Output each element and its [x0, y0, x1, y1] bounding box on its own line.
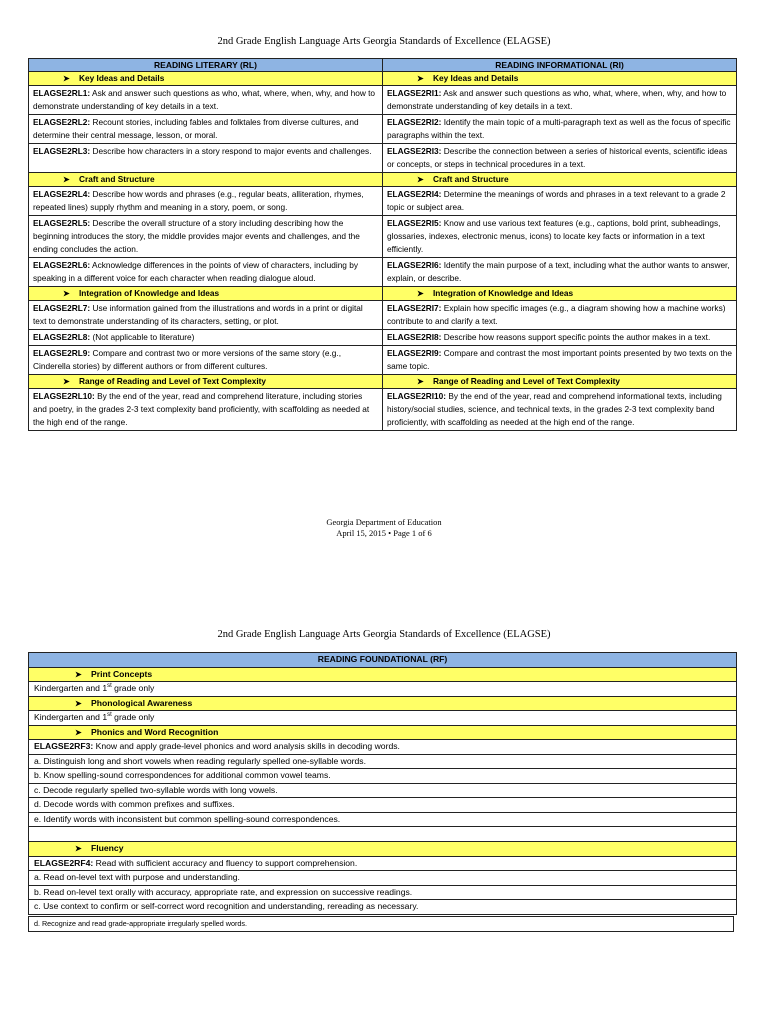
rf3-item: b. Know spelling-sound correspondences for additional common vowel teams.	[29, 769, 737, 784]
standard-code: ELAGSE2RL5:	[33, 218, 91, 228]
standard-ri	[383, 115, 737, 144]
section-heading-rl: ➤ Integration of Knowledge and Ideas	[29, 287, 383, 301]
k1-note: Kindergarten and 1st grade only	[29, 682, 737, 697]
arrow-bullet-icon: ➤	[417, 289, 424, 298]
standard-rf3: ELAGSE2RF3: Know and apply grade-level phonics and word analysis skills in decoding words.	[29, 740, 737, 755]
rf3-item: c. Decode regularly spelled two-syllable words with long vowels.	[29, 783, 737, 798]
section-fluency: ➤ Fluency	[29, 842, 737, 857]
standard-code: ELAGSE2RI7:	[387, 303, 442, 313]
standard-code: ELAGSE2RL8:	[33, 332, 91, 342]
standard-code: ELAGSE2RI8:	[387, 332, 442, 342]
rf3-item: a. Distinguish long and short vowels when reading regularly spelled one-syllable words.	[29, 754, 737, 769]
standard-text: Recount stories, including fables and folktales from diverse cultures, and determine their central message, lesson, or moral.	[33, 117, 359, 140]
standard-text: Identify the main purpose of a text, including what the author wants to answer, explain, or describe.	[387, 260, 730, 283]
standard-ri	[383, 144, 737, 173]
standard-text: Acknowledge differences in the points of view of characters, including by speaking in a different voice for each character when reading dialogue aloud.	[33, 260, 358, 283]
standard-rl	[29, 301, 383, 330]
arrow-bullet-icon: ➤	[417, 377, 424, 386]
standard-text: Identify the main topic of a multi-paragraph text as well as the focus of specific paragraphs within the text.	[387, 117, 731, 140]
section-heading-rl: ➤ Key Ideas and Details	[29, 72, 383, 86]
footer-date-page: April 15, 2015 • Page 1 of 6	[336, 528, 432, 538]
standard-ri	[383, 330, 737, 346]
rf4-item: c. Use context to confirm or self-correct word recognition and understanding, rereading as necessary.	[29, 900, 737, 915]
standard-rl	[29, 187, 383, 216]
section-phonics: ➤ Phonics and Word Recognition	[29, 725, 737, 740]
rf3-item: d. Decode words with common prefixes and suffixes.	[29, 798, 737, 813]
standard-text: Ask and answer such questions as who, what, where, when, why, and how to demonstrate understanding of key details in a text.	[387, 88, 727, 111]
standard-code: ELAGSE2RI2:	[387, 117, 442, 127]
standard-text: Describe how words and phrases (e.g., regular beats, alliteration, rhymes, repeated lines) supply rhythm and meaning in a story, poem, or song.	[33, 189, 364, 212]
reading-foundational-table	[28, 652, 737, 915]
standard-rl	[29, 144, 383, 173]
arrow-bullet-icon: ➤	[75, 727, 82, 737]
standard-ri	[383, 187, 737, 216]
standard-rl	[29, 216, 383, 258]
section-heading-rl: ➤ Range of Reading and Level of Text Complexity	[29, 375, 383, 389]
standard-rl	[29, 330, 383, 346]
standard-text: Compare and contrast two or more versions of the same story (e.g., Cinderella stories) by different authors or from different cultures.	[33, 348, 342, 371]
standard-text: By the end of the year, read and comprehend informational texts, including history/social studies, science, and technical texts, in the grades 2-3 text complexity band proficiently, with scaffolding as needed at the high end of the range.	[387, 391, 722, 427]
standard-text: By the end of the year, read and comprehend literature, including stories and poetry, in the grades 2-3 text complexity band proficiently, with scaffolding as needed at the high end of the range.	[33, 391, 370, 427]
standard-rl	[29, 346, 383, 375]
k1-note: Kindergarten and 1st grade only	[29, 711, 737, 726]
reading-literary-informational-table	[28, 58, 737, 431]
standard-code: ELAGSE2RL7:	[33, 303, 91, 313]
arrow-bullet-icon: ➤	[75, 698, 82, 708]
arrow-bullet-icon: ➤	[417, 175, 424, 184]
arrow-bullet-icon: ➤	[75, 669, 82, 679]
page2-title: 2nd Grade English Language Arts Georgia Standards of Excellence (ELAGSE)	[217, 629, 551, 640]
standard-code: ELAGSE2RL1:	[33, 88, 91, 98]
standard-ri	[383, 389, 737, 431]
standard-ri	[383, 346, 737, 375]
standard-code: ELAGSE2RI10:	[387, 391, 447, 401]
page1-footer	[0, 517, 768, 539]
standard-text: Explain how specific images (e.g., a diagram showing how a machine works) contribute to and clarify a text.	[387, 303, 726, 326]
rf3-item: e. Identify words with inconsistent but common spelling-sound correspondences.	[29, 812, 737, 827]
standard-code: ELAGSE2RI9:	[387, 348, 442, 358]
rf4-item: d. Recognize and read grade-appropriate irregularly spelled words.	[29, 917, 734, 932]
arrow-bullet-icon: ➤	[75, 844, 82, 853]
standard-ri	[383, 301, 737, 330]
blank-row	[29, 827, 737, 842]
standard-code: ELAGSE2RL9:	[33, 348, 91, 358]
standard-code: ELAGSE2RL2:	[33, 117, 91, 127]
rl-header: READING LITERARY (RL)	[29, 59, 383, 72]
standard-text: Describe the connection between a series of historical events, scientific ideas or concepts, or steps in technical procedures in a text.	[387, 146, 728, 169]
standard-code: ELAGSE2RL3:	[33, 146, 91, 156]
section-heading-ri: ➤ Range of Reading and Level of Text Complexity	[383, 375, 737, 389]
standard-rl	[29, 86, 383, 115]
standard-rl	[29, 389, 383, 431]
rf-header: READING FOUNDATIONAL (RF)	[29, 653, 737, 668]
arrow-bullet-icon: ➤	[63, 377, 70, 386]
standard-rf4: ELAGSE2RF4: Read with sufficient accuracy and fluency to support comprehension.	[29, 856, 737, 871]
rf4-item: b. Read on-level text orally with accuracy, appropriate rate, and expression on successive readings.	[29, 885, 737, 900]
standard-code: ELAGSE2RL4:	[33, 189, 91, 199]
section-heading-ri: ➤ Craft and Structure	[383, 173, 737, 187]
standard-ri	[383, 258, 737, 287]
standard-code: ELAGSE2RI5:	[387, 218, 442, 228]
arrow-bullet-icon: ➤	[63, 74, 70, 83]
standard-code: ELAGSE2RL10:	[33, 391, 95, 401]
standard-code: ELAGSE2RI6:	[387, 260, 442, 270]
standard-text: Know and use various text features (e.g., captions, bold print, subheadings, glossaries, indexes, electronic menus, icons) to locate key facts or information in a text efficiently.	[387, 218, 721, 254]
arrow-bullet-icon: ➤	[417, 74, 424, 83]
arrow-bullet-icon: ➤	[63, 175, 70, 184]
standard-text: Use information gained from the illustrations and words in a print or digital text to demonstrate understanding of its characters, setting, or plot.	[33, 303, 363, 326]
standard-code: ELAGSE2RL6:	[33, 260, 91, 270]
standard-ri	[383, 216, 737, 258]
section-print-concepts: ➤ Print Concepts	[29, 667, 737, 682]
standard-code: ELAGSE2RI1:	[387, 88, 442, 98]
section-phonological-awareness: ➤ Phonological Awareness	[29, 696, 737, 711]
standard-code: ELAGSE2RI3:	[387, 146, 442, 156]
standard-rl	[29, 258, 383, 287]
footer-org: Georgia Department of Education	[326, 517, 442, 527]
standard-text: Determine the meanings of words and phrases in a text relevant to a grade 2 topic or subject area.	[387, 189, 726, 212]
arrow-bullet-icon: ➤	[63, 289, 70, 298]
standard-text: (Not applicable to literature)	[92, 332, 195, 342]
standard-text: Describe the overall structure of a story including describing how the beginning introduces the story, the middle provides major events and challenges, and the ending concludes the action.	[33, 218, 360, 254]
page1-title: 2nd Grade English Language Arts Georgia Standards of Excellence (ELAGSE)	[217, 36, 551, 47]
rf4-item: a. Read on-level text with purpose and understanding.	[29, 871, 737, 886]
standard-text: Ask and answer such questions as who, what, where, when, why, and how to demonstrate understanding of key details in a text.	[33, 88, 376, 111]
rf4-item-d-table	[28, 916, 734, 932]
section-heading-rl: ➤ Craft and Structure	[29, 173, 383, 187]
standard-rl	[29, 115, 383, 144]
standard-text: Describe how characters in a story respond to major events and challenges.	[92, 146, 372, 156]
standard-text: Describe how reasons support specific points the author makes in a text.	[443, 332, 711, 342]
standard-code: ELAGSE2RI4:	[387, 189, 442, 199]
standard-ri	[383, 86, 737, 115]
section-heading-ri: ➤ Key Ideas and Details	[383, 72, 737, 86]
standard-text: Compare and contrast the most important points presented by two texts on the same topic.	[387, 348, 732, 371]
ri-header: READING INFORMATIONAL (RI)	[383, 59, 737, 72]
section-heading-ri: ➤ Integration of Knowledge and Ideas	[383, 287, 737, 301]
